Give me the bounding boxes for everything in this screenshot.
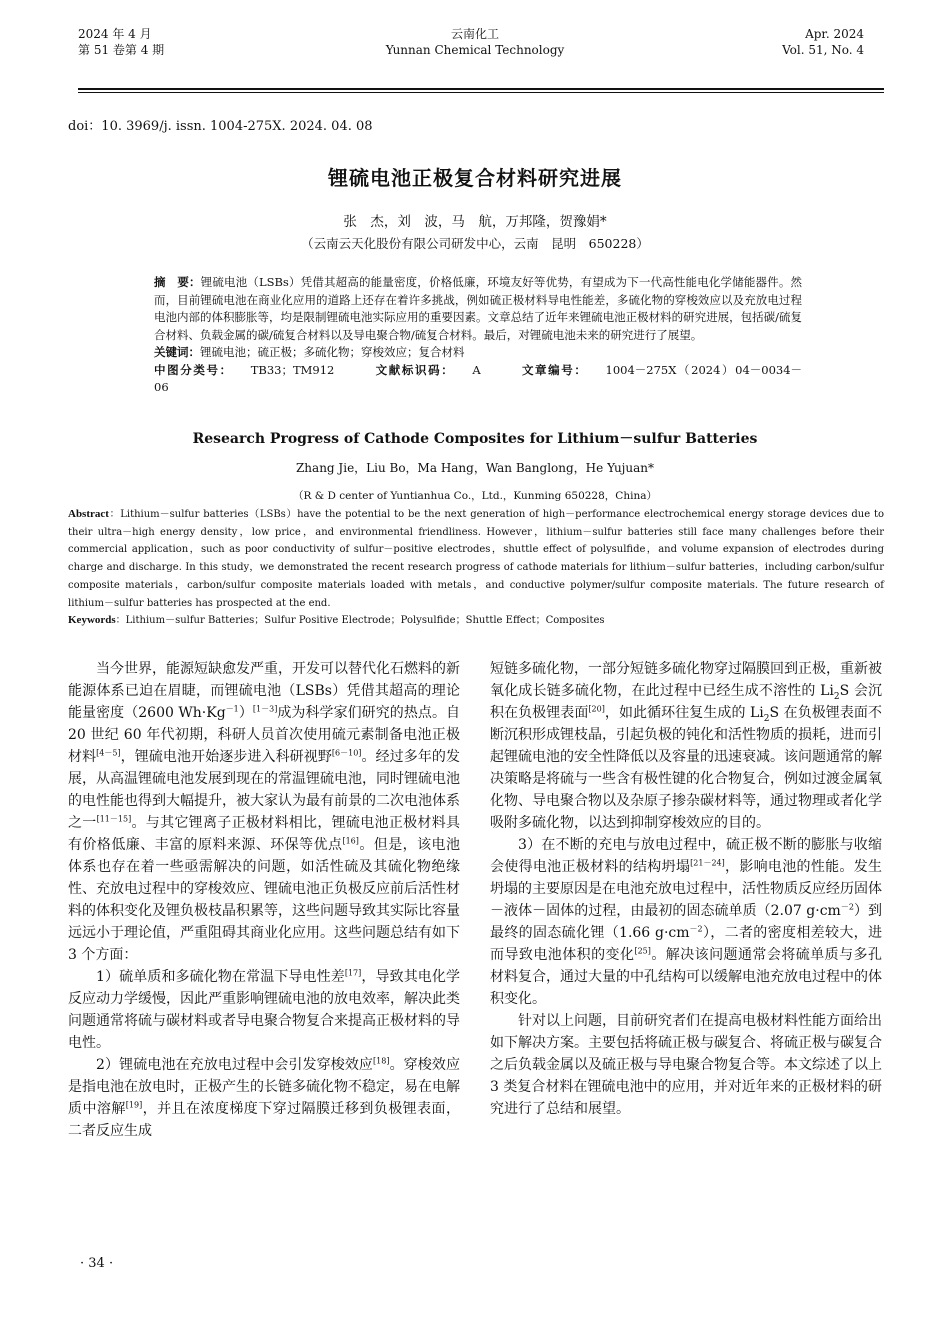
- abstract-en-text: ：Lithium－sulfur batteries（LSBs）have the potential to be the next generation of high－performance electrochemical energy storage devices due to their ultra－high energy density，low price，and environmental friendliness. However，lithium－sulfur batteries still face many challenges before their commercial application，such as poor conductivity of sulfur－positive electrodes，shuttle effect of polysulfide，and volume expansion of electrodes during charge and discharge. In this study，we demonstrated the recent research progress of cathode materials for lithium－sulfur batteries，including carbon/sulfur composite materials，carbon/sulfur composite materials loaded with metals，and conductive polymer/sulfur composite materials. The future research of lithium－sulfur batteries has prospected at the end.: [68, 509, 884, 609]
- text-span: 。与其它锂离子正极材料相比，锂硫电池正极材料具有价格低廉、丰富的原料来源、环保等优点: [68, 815, 461, 853]
- abstract-cn-text: 锂硫电池（LSBs）凭借其超高的能量密度，价格低廉，环境友好等优势，有望成为下一代高性能电化学储能器件。然而，目前锂硫电池在商业化应用的道路上还存在着许多挑战，例如硫正极材料导电性能差，多硫化物的穿梭效应以及充放电过程电池内部的体积膨胀等，均是限制锂硫电池实际应用的重要因素。文章总结了近年来锂硫电池正极材料的研究进展，包括碳/硫复合材料、负载金属的碳/硫复合材料以及导电聚合物/硫复合材料。最后，对锂硫电池未来的研究进行了展望。: [154, 275, 802, 342]
- keywords-en-text: ：Lithium－sulfur Batteries；Sulfur Positive Electrode；Polysulfide；Shuttle Effect；Composites: [115, 615, 605, 627]
- body-paragraph-2: [68, 966, 460, 1054]
- text-span: 。但是，该电池体系也存在着一些亟需解决的问题，如活性硫及其硫化物绝缘性、充放电过程中的穿梭效应、锂硫电池正负极反应前后活性材料的体积变化及锂负极枝晶积累等，这些问题导致其实际比容量远远小于理论值，严重阻碍其商业化应用。这些问题总结有如下 3 个方面：: [68, 837, 461, 963]
- keywords-cn-text: 锂硫电池；硫正极；多硫化物；穿梭效应；复合材料: [200, 345, 465, 359]
- abstract-en-label: Abstract: [68, 508, 109, 520]
- authors-cn: 张 杰，刘 波，马 航，万邦隆，贺豫娟*: [343, 214, 607, 230]
- citation[interactable]: [21－24]: [690, 858, 725, 868]
- subscript: 2: [833, 691, 840, 702]
- text-span: 1）硫单质和多硫化物在常温下导电性差: [96, 969, 345, 985]
- affiliation-en: （R & D center of Yuntianhua Co.，Ltd.，Kunming 650228，China）: [293, 490, 657, 502]
- affiliation-cn: （云南云天化股份有限公司研发中心，云南 昆明 650228）: [301, 236, 649, 251]
- citation[interactable]: [17]: [344, 968, 362, 978]
- text-span: 2）锂硫电池在充放电过程中会引发穿梭效应: [96, 1057, 374, 1073]
- artno-value: 1004－275X（2024）04－0034－06: [154, 362, 803, 394]
- header-date-en: Apr. 2024: [805, 27, 864, 41]
- doi[interactable]: doi：10. 3969/j. issn. 1004-275X. 2024. 04. 08: [68, 119, 373, 134]
- text-span: 短链多硫化物，一部分短链多硫化物穿过隔膜回到正极，重新被氧化成长链多硫化物，在此过程中已经生成不溶性的 Li: [490, 661, 882, 699]
- abstract-en: [68, 506, 884, 630]
- citation[interactable]: [19]: [125, 1100, 143, 1110]
- page-number: · 34 ·: [80, 1256, 114, 1271]
- body-paragraph-4: [490, 834, 882, 1010]
- header-right: [782, 26, 864, 58]
- header-volume-en: Vol. 51, No. 4: [782, 43, 864, 57]
- text-span: 成为科学家们研究的热点。自 20 世纪 60 年代初期，科研人员首次使用硫元素制备电池正极材料: [68, 705, 461, 765]
- abstract-en-body: [68, 506, 884, 612]
- citation[interactable]: [20]: [588, 704, 605, 714]
- text-span: ）到最终的固态硫化锂（1.66 g·cm: [490, 903, 883, 941]
- text-span: ），二者的密度相差较大，进而导致电池体积的变化: [490, 925, 883, 963]
- keywords-en: [68, 612, 884, 630]
- superscript: －2: [689, 924, 703, 934]
- clc-label: 中图分类号：: [154, 362, 233, 377]
- header-date-cn: 2024 年 4 月: [78, 27, 152, 41]
- abstract-cn-label: 摘 要：: [154, 275, 201, 289]
- text-span: ，如此循环往复生成的 Li: [604, 705, 764, 721]
- text-span: S 会沉积在负极锂表面: [490, 683, 882, 721]
- header-volume-cn: 第 51 卷第 4 期: [78, 43, 165, 57]
- citation[interactable]: [4－5]: [96, 748, 121, 758]
- citation[interactable]: [11－15]: [96, 814, 132, 824]
- title-cn: 锂硫电池正极复合材料研究进展: [328, 166, 622, 190]
- clc-value: TB33；TM912: [250, 362, 335, 377]
- text-span: S 在负极锂表面不断沉积形成锂枝晶，引起负极的钝化和活性物质的损耗，进而引起锂硫电池的安全性降低以及容量的迅速衰减。该问题通常的解决策略是将硫与一些含有极性键的化合物复合，例如过渡金属氧化物、导电聚合物以及杂原子掺杂碳材料等，通过物理或者化学吸附多硫化物，以达到抑制穿梭效应的目的。: [490, 705, 882, 831]
- text-span: ，锂硫电池开始逐步进入科研视野: [120, 749, 332, 765]
- doccode-label: 文献标识码：: [375, 362, 455, 377]
- citation[interactable]: [1－3]: [252, 704, 278, 714]
- text-span: ，影响电池的性能。发生坍塌的主要原因是在电池充放电过程中，活性物质反应经历固体－液体－固体的过程，由最初的固态硫单质（2.07 g·cm: [490, 859, 883, 919]
- journal-name-cn: 云南化工: [450, 27, 499, 41]
- subscript: 2: [763, 713, 770, 724]
- header-rule-thin: [78, 92, 884, 93]
- body-paragraph-3-continued: [490, 658, 882, 834]
- body-column-right: [490, 658, 882, 1120]
- doccode-value: A: [472, 362, 481, 377]
- body-column-left: [68, 658, 460, 1142]
- text-span: 。解决该问题通常会将硫单质与多孔材料复合，通过大量的中孔结构可以缓解电池充放电过程中的体积变化。: [490, 947, 882, 1007]
- citation[interactable]: [6－10]: [331, 748, 362, 758]
- citation[interactable]: [18]: [373, 1056, 390, 1066]
- artno-label: 文章编号：: [521, 362, 588, 377]
- body-paragraph-1: [68, 658, 460, 966]
- title-en: Research Progress of Cathode Composites for Lithium－sulfur Batteries: [192, 431, 758, 447]
- citation[interactable]: [16]: [342, 836, 359, 846]
- keywords-cn: [154, 344, 802, 362]
- text-span: 当今世界，能源短缺愈发严重，开发可以替代化石燃料的新能源体系已迫在眉睫，而锂硫电池（LSBs）凭借其超高的理论能量密度（2600 Wh·Kg: [68, 661, 460, 721]
- classification-line: [154, 362, 802, 397]
- text-span: ，并且在浓度梯度下穿过隔膜迁移到负极锂表面，二者反应生成: [68, 1101, 460, 1139]
- abstract-cn-body: [154, 274, 802, 344]
- journal-name-en: Yunnan Chemical Technology: [385, 43, 565, 57]
- text-span: ，导致其电化学反应动力学缓慢，因此严重影响锂硫电池的放电效率，解决此类问题通常将硫与碳材料或者导电聚合物复合来提高正极材料的导电性。: [68, 969, 461, 1051]
- authors-en: Zhang Jie，Liu Bo，Ma Hang，Wan Banglong，He Yujuan*: [295, 461, 655, 475]
- keywords-cn-label: 关键词：: [154, 345, 200, 359]
- body-paragraph-3: [68, 1054, 460, 1142]
- superscript: －1: [225, 704, 239, 714]
- text-span: 3）在不断的充电与放电过程中，硫正极不断的膨胀与收缩会使得电池正极材料的结构坍塌: [490, 837, 882, 875]
- text-span: ）: [238, 705, 253, 721]
- abstract-cn: [154, 274, 802, 397]
- keywords-en-label: Keywords: [68, 614, 116, 627]
- body-paragraph-5: 针对以上问题，目前研究者们在提高电极材料性能方面给出如下解决方案。主要包括将硫正极与碳复合、将硫正极与碳复合之后负载金属以及硫正极与导电聚合物复合等。本文综述了以上 3 类复合材料在锂硫电池中的应用，并对近年来的正极材料的研究进行了总结和展望。: [490, 1013, 882, 1117]
- citation[interactable]: [25]: [634, 946, 651, 956]
- text-span: 。穿梭效应是指电池在放电时，正极产生的长链多硫化物不稳定，易在电解质中溶解: [68, 1057, 461, 1117]
- superscript: －2: [840, 902, 854, 912]
- text-span: 。经过多年的发展，从高温锂硫电池发展到现在的常温锂硫电池，同时锂硫电池的电性能也得到大幅提升，被大家认为最有前景的二次电池体系之一: [68, 749, 461, 831]
- header-rule-thick: [78, 88, 884, 90]
